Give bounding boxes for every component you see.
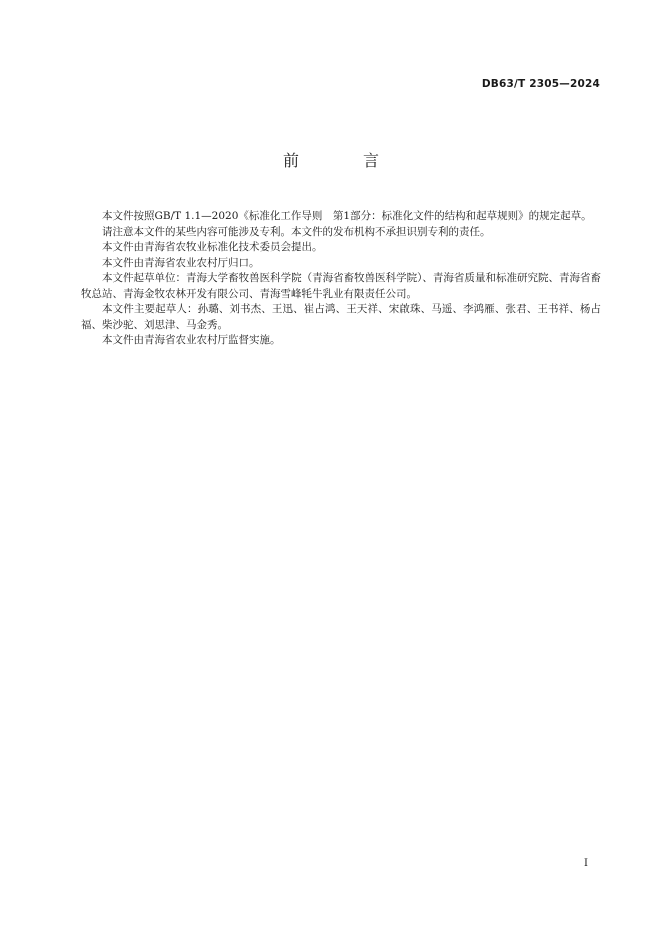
standard-code: DB63/T 2305—2024 xyxy=(481,78,600,90)
paragraph-main-drafters: 本文件主要起草人：孙璐、刘书杰、王迅、崔占鸿、王天祥、宋啟珠、马遥、李鸿雁、张君、王书祥、杨占福、柴沙驼、刘思津、马金秀。 xyxy=(81,303,601,331)
paragraph-supervision: 本文件由青海省农业农村厅监督实施。 xyxy=(102,334,281,346)
paragraph-drafting-rules: 本文件按照GB/T 1.1—2020《标准化工作导则 第1部分：标准化文件的结构和起草规则》的规定起草。 xyxy=(102,210,592,222)
page-title: 前 言 xyxy=(282,151,403,170)
foreword-body xyxy=(81,209,601,349)
paragraph-patent-notice: 请注意本文件的某些内容可能涉及专利。本文件的发布机构不承担识别专利的责任。 xyxy=(102,225,491,238)
paragraph-drafting-units: 本文件起草单位：青海大学畜牧兽医科学院（青海省畜牧兽医科学院）、青海省质量和标准研究院、青海省畜牧总站、青海金牧农林开发有限公司、青海雪峰牦牛乳业有限责任公司。 xyxy=(81,272,601,300)
paragraph-centralized-by: 本文件由青海省农业农村厅归口。 xyxy=(102,256,260,269)
paragraph-proposed-by: 本文件由青海省农牧业标准化技术委员会提出。 xyxy=(102,241,323,253)
page-number: I xyxy=(584,858,588,869)
